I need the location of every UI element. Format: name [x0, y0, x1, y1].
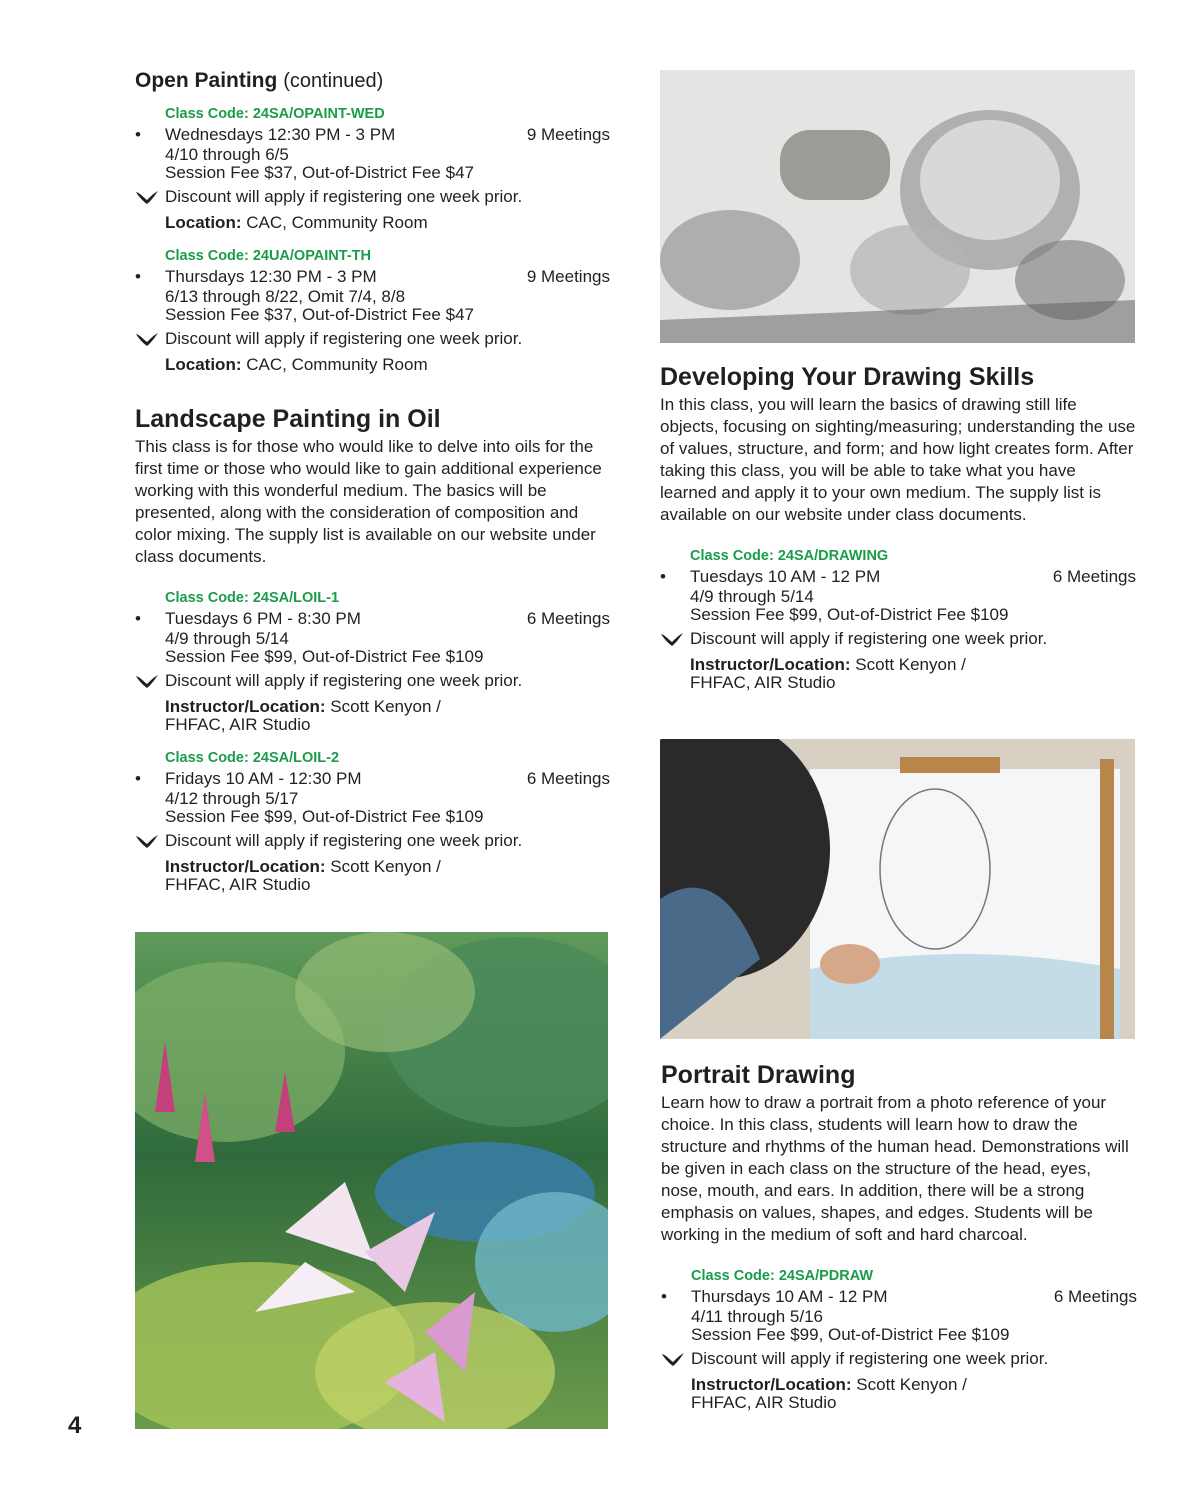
location-line-2: FHFAC, AIR Studio: [690, 673, 836, 692]
discount-line: Discount will apply if registering one week prior.: [165, 186, 610, 208]
location-line-2: FHFAC, AIR Studio: [165, 715, 311, 734]
location-line: Instructor/Location: Scott Kenyon /: [690, 655, 966, 674]
lilies-painting-image: [135, 932, 608, 1429]
location-line-2: FHFAC, AIR Studio: [691, 1393, 837, 1412]
meetings-count: 6 Meetings: [1052, 567, 1136, 586]
right-column-bottom: [661, 1060, 1137, 1412]
meetings-count: 6 Meetings: [526, 769, 610, 788]
location-line: Instructor/Location: Scott Kenyon /: [691, 1375, 967, 1394]
location-line: Location: CAC, Community Room: [165, 213, 428, 232]
class-code: Class Code: 24SA/LOIL-1: [165, 590, 340, 606]
portrait-drawing-photo: [660, 739, 1135, 1039]
session-loil-1: [135, 588, 610, 734]
dates-line: 4/10 through 6/5: [165, 145, 289, 164]
bullet: •: [135, 267, 141, 286]
location-line: Location: CAC, Community Room: [165, 355, 428, 374]
bird-icon: [135, 833, 159, 849]
landscape-description: This class is for those who would like to delve into oils for the first time or those who would like to gain additional experience working with this wonderful medium. The basics will be presented, along with the consideration of composition and color mixing. The supply list is available on our website under class documents.: [135, 437, 602, 566]
fee-line: Session Fee $99, Out-of-District Fee $109: [690, 605, 1009, 624]
discount-line: Discount will apply if registering one week prior.: [165, 830, 610, 852]
discount-line: Discount will apply if registering one week prior.: [690, 628, 1136, 650]
fee-line: Session Fee $37, Out-of-District Fee $47: [165, 163, 474, 182]
bullet: •: [135, 609, 141, 628]
bird-icon: [135, 673, 159, 689]
meetings-count: 9 Meetings: [526, 125, 610, 144]
location-line: Instructor/Location: Scott Kenyon /: [165, 857, 441, 876]
dates-line: 6/13 through 8/22, Omit 7/4, 8/8: [165, 287, 406, 306]
dates-line: 4/12 through 5/17: [165, 789, 299, 808]
drawing-title: Developing Your Drawing Skills: [660, 363, 1035, 391]
left-column: [135, 66, 610, 894]
discount-line: Discount will apply if registering one week prior.: [165, 328, 610, 350]
drawing-description: In this class, you will learn the basics of drawing still life objects, focusing on sighting/measuring; understanding the use of values, structure, and form; and how light creates form. After taking this class, you will be able to take what you have learned and apply it to your own medium. The supply list is available on our website under class documents.: [660, 395, 1136, 524]
schedule-line: • Thursdays 10 AM - 12 PM 6 Meetings: [661, 1287, 1137, 1306]
class-code: Class Code: 24SA/DRAWING: [690, 548, 889, 564]
schedule-line: • Thursdays 12:30 PM - 3 PM 9 Meetings: [135, 267, 610, 286]
portrait-title: Portrait Drawing: [661, 1061, 856, 1089]
schedule-line: • Fridays 10 AM - 12:30 PM 6 Meetings: [135, 769, 610, 788]
bird-icon: [135, 189, 159, 205]
session-opaint-wed: [135, 104, 610, 232]
location-line-2: FHFAC, AIR Studio: [165, 875, 311, 894]
class-code: Class Code: 24SA/LOIL-2: [165, 750, 340, 766]
fee-line: Session Fee $99, Out-of-District Fee $109: [165, 807, 484, 826]
discount-line: Discount will apply if registering one week prior.: [165, 670, 610, 692]
dates-line: 4/11 through 5/16: [691, 1307, 824, 1326]
dates-line: 4/9 through 5/14: [165, 629, 289, 648]
bullet: •: [660, 567, 666, 586]
class-code: Class Code: 24SA/OPAINT-WED: [165, 106, 385, 122]
session-opaint-th: [135, 246, 610, 374]
fee-line: Session Fee $37, Out-of-District Fee $47: [165, 305, 474, 324]
meetings-count: 6 Meetings: [526, 609, 610, 628]
open-painting-title: Open Painting (continued): [135, 69, 384, 92]
bullet: •: [661, 1287, 667, 1306]
session-loil-2: [135, 748, 610, 894]
fee-line: Session Fee $99, Out-of-District Fee $109: [165, 647, 484, 666]
landscape-title: Landscape Painting in Oil: [135, 405, 441, 433]
bird-icon: [660, 631, 684, 647]
bird-icon: [135, 331, 159, 347]
bird-icon: [661, 1351, 685, 1367]
fee-line: Session Fee $99, Out-of-District Fee $109: [691, 1325, 1010, 1344]
right-column-top: [660, 362, 1136, 692]
bullet: •: [135, 769, 141, 788]
discount-line: Discount will apply if registering one week prior.: [691, 1348, 1137, 1370]
location-line: Instructor/Location: Scott Kenyon /: [165, 697, 441, 716]
page-number: 4: [68, 1412, 82, 1439]
still-life-drawing-image: [660, 70, 1135, 343]
session-drawing: [660, 546, 1136, 692]
class-code: Class Code: 24SA/PDRAW: [691, 1268, 874, 1284]
class-code: Class Code: 24UA/OPAINT-TH: [165, 248, 371, 264]
schedule-line: • Wednesdays 12:30 PM - 3 PM 9 Meetings: [135, 125, 610, 144]
portrait-description: Learn how to draw a portrait from a photo reference of your choice. In this class, students will learn how to draw the structure and rhythms of the human head. Demonstrations will be given in each class on the structure of the head, eyes, nose, mouth, and ears. In addition, there will be a strong emphasis on values, shapes, and edges. Students will be working in the medium of soft and hard charcoal.: [661, 1093, 1129, 1244]
schedule-line: • Tuesdays 6 PM - 8:30 PM 6 Meetings: [135, 609, 610, 628]
bullet: •: [135, 125, 141, 144]
meetings-count: 9 Meetings: [526, 267, 610, 286]
meetings-count: 6 Meetings: [1053, 1287, 1137, 1306]
session-pdraw: [661, 1266, 1137, 1412]
schedule-line: • Tuesdays 10 AM - 12 PM 6 Meetings: [660, 567, 1136, 586]
dates-line: 4/9 through 5/14: [690, 587, 814, 606]
